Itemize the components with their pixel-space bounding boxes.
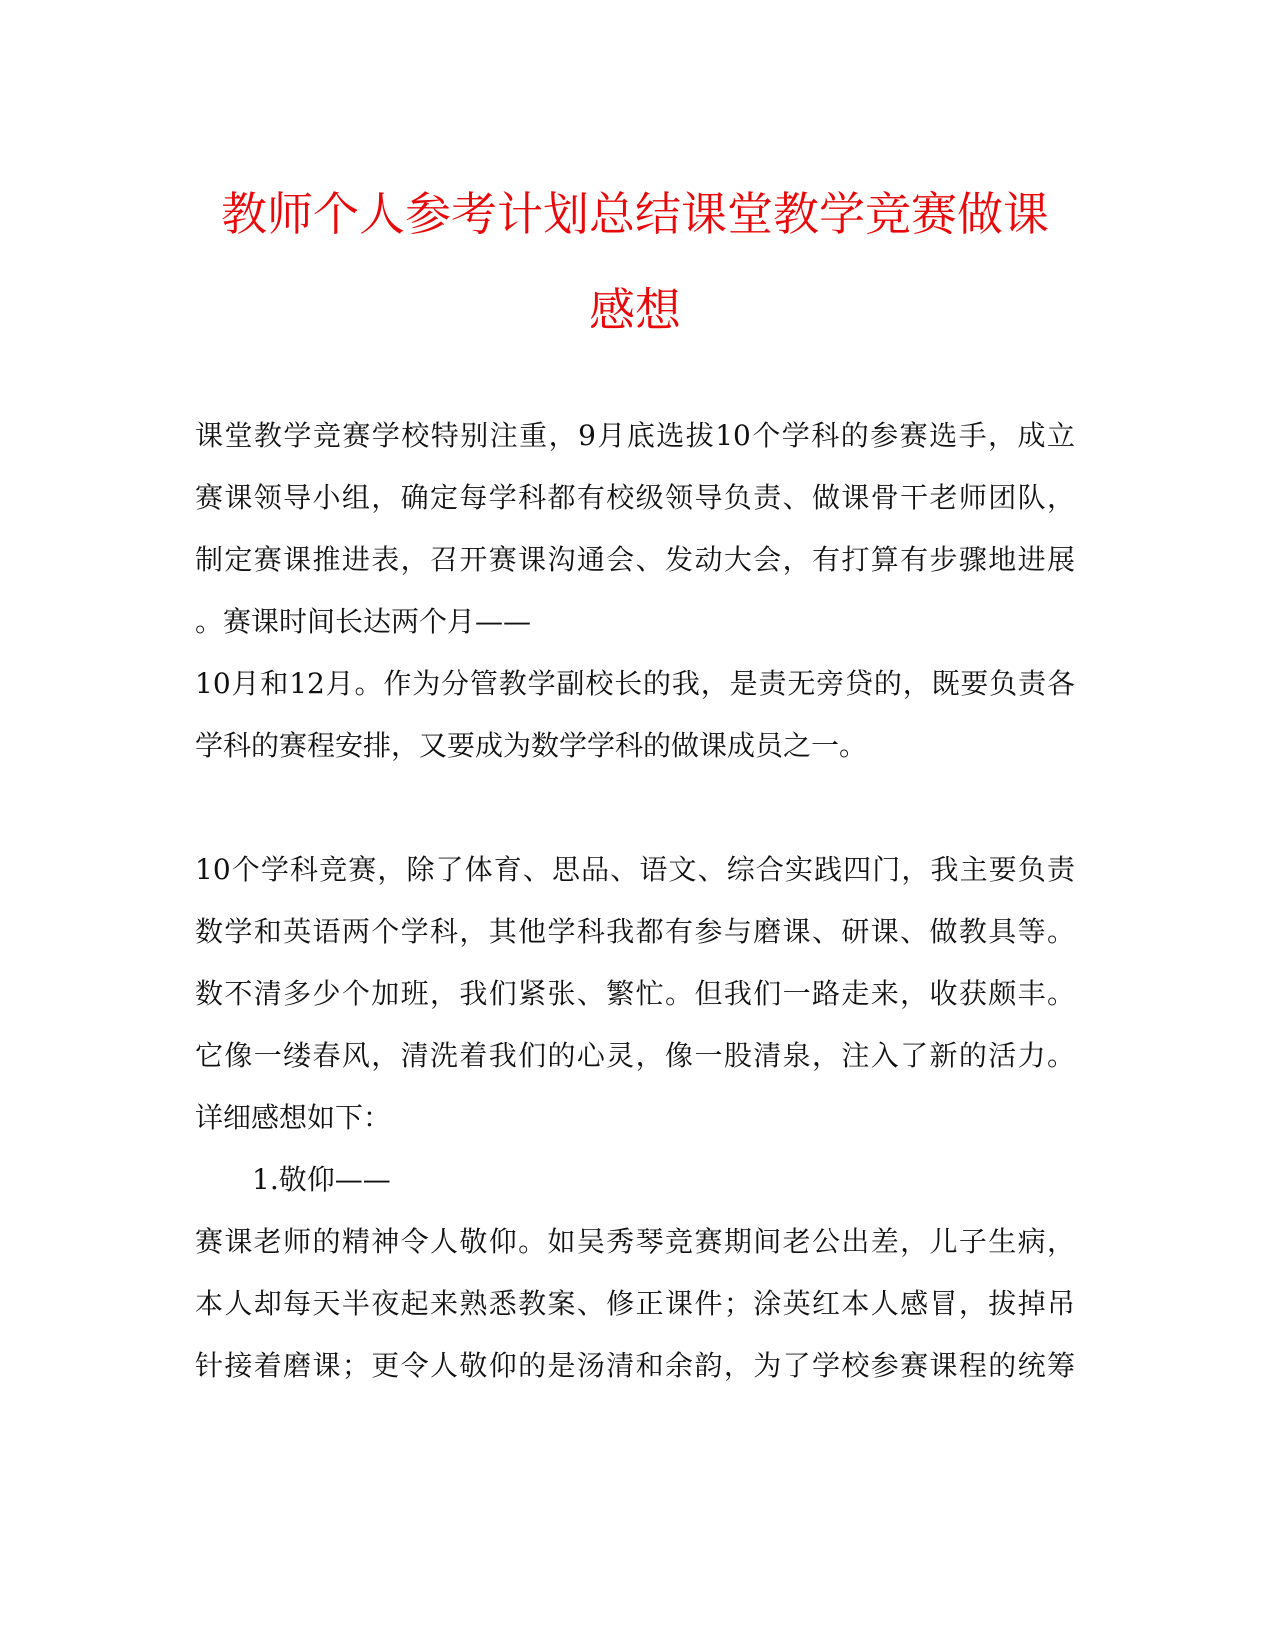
body-line: 课堂教学竞赛学校特别注重，9月底选拔10个学科的参赛选手，成立 — [195, 419, 1075, 452]
body-line: 学科的赛程安排，又要成为数学学科的做课成员之一。 — [195, 729, 868, 762]
body-line: 10个学科竞赛，除了体育、思品、语文、综合实践四门，我主要负责 — [195, 853, 1075, 886]
body-line: 数学和英语两个学科，其他学科我都有参与磨课、研课、做教具等。 — [195, 915, 1075, 948]
body-line: 详细感想如下： — [195, 1101, 392, 1134]
body-line: 10月和12月。作为分管教学副校长的我，是责无旁贷的，既要负责各 — [195, 667, 1075, 700]
body-line: 。赛课时间长达两个月—— — [195, 605, 532, 638]
body-line: 制定赛课推进表，召开赛课沟通会、发动大会，有打算有步骤地进展 — [195, 543, 1075, 576]
list-item-heading: 1.敬仰—— — [252, 1163, 391, 1196]
body-line: 它像一缕春风，清洗着我们的心灵，像一股清泉，注入了新的活力。 — [195, 1039, 1075, 1072]
body-line: 针接着磨课；更令人敬仰的是汤清和余韵，为了学校参赛课程的统筹 — [195, 1349, 1075, 1382]
body-line: 赛课领导小组，确定每学科都有校级领导负责、做课骨干老师团队， — [195, 481, 1075, 514]
body-line: 数不清多少个加班，我们紧张、繁忙。但我们一路走来，收获颇丰。 — [195, 977, 1075, 1010]
document-title-line-2: 感想 — [589, 283, 681, 337]
body-line: 赛课老师的精神令人敬仰。如吴秀琴竞赛期间老公出差，儿子生病， — [195, 1225, 1075, 1258]
document-title-line-1: 教师个人参考计划总结课堂教学竞赛做课 — [221, 187, 1049, 241]
body-line: 本人却每天半夜起来熟悉教案、修正课件；涂英红本人感冒，拔掉吊 — [195, 1287, 1075, 1320]
